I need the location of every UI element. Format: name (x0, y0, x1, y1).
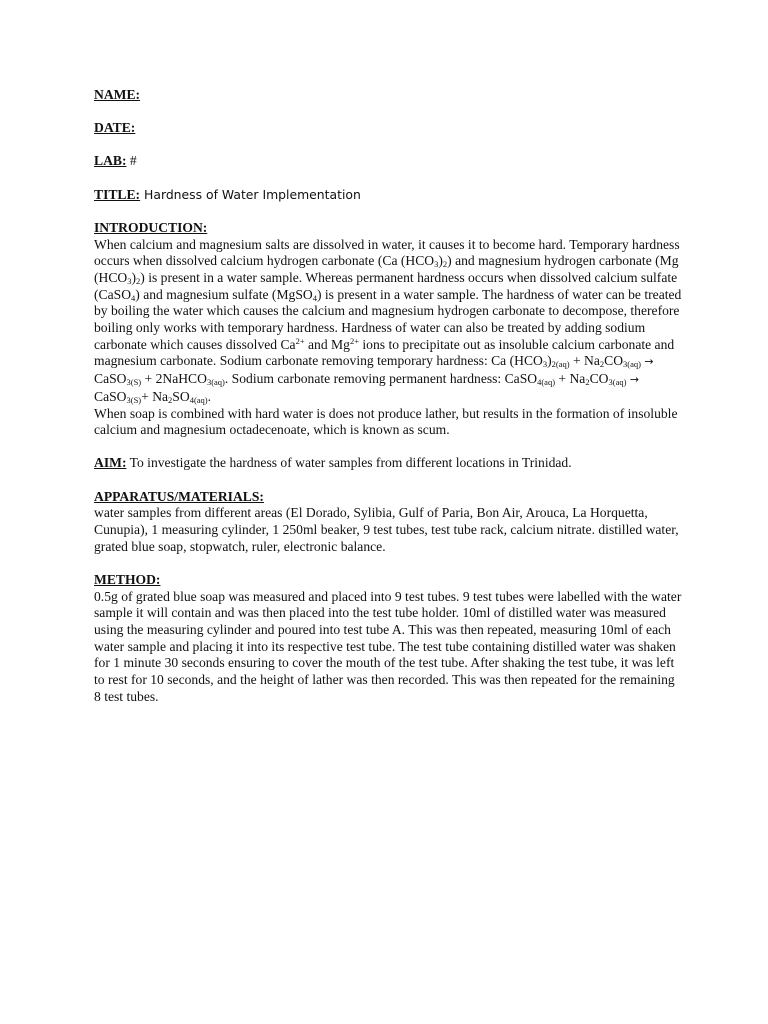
method-text: 0.5g of grated blue soap was measured and placed into 9 test tubes. 9 test tubes were labelled with the water sample it will contain and was then placed into the test tube holder. 10ml of distilled water was measured using the measuring cylinder and poured into test tube A. This was then repeated, measuring 10ml of each water sample and placing it into its respective test tube. The test tube containing distilled water was shaken for 1 minute 30 seconds ensuring to cover the mouth of the test tube. After shaking the test tube, it was left to rest for 10 seconds, and the height of lather was then recorded. This was then repeated for the remaining 8 test tubes. (94, 588, 682, 704)
apparatus-section (94, 489, 684, 556)
lab-number: # (126, 153, 137, 169)
method-section (94, 572, 684, 706)
aim-section (94, 455, 684, 472)
title-field (94, 187, 684, 204)
reaction-arrow-icon: → (644, 355, 654, 369)
aim-text: To investigate the hardness of water samples from different locations in Trinidad. (126, 455, 572, 471)
date-field (94, 120, 684, 137)
title-value: Hardness of Water Implementation (140, 186, 361, 202)
name-label: NAME: (94, 87, 141, 102)
aim-heading: AIM: (94, 455, 127, 471)
reaction-arrow-icon: → (629, 373, 640, 387)
lab-report (94, 87, 684, 706)
introduction-paragraph-scum: When soap is combined with hard water is does not produce lather, but results in the formation of insoluble calcium and magnesium octadecenoate, which is known as scum. (94, 405, 678, 438)
method-heading: METHOD: (94, 571, 161, 587)
date-label: DATE: (94, 120, 136, 136)
introduction-heading: INTRODUCTION: (94, 219, 208, 235)
name-field (94, 87, 684, 104)
title-label: TITLE: (94, 186, 141, 202)
lab-field (94, 153, 684, 170)
apparatus-text: water samples from different areas (El Dorado, Sylibia, Gulf of Paria, Bon Air, Arouca, La Horquetta, Cunupia), 1 measuring cylinder, 1 250ml beaker, 9 test tubes, test tube rack, calcium nitrate. distilled water, grated blue soap, stopwatch, ruler, electronic balance. (94, 505, 679, 554)
introduction-section (94, 220, 684, 439)
introduction-paragraph: When calcium and magnesium salts are dissolved in water, it causes it to become hard. Temporary hardness occurs when dissolved calcium hydrogen carbonate (Ca $(HCO_3)_2$) and magnesium hydrogen carbonate (Mg $(HCO_3)_2$) is present in a water sample. Whereas permanent hardness occurs when dissolved calcium sulfate (CaSO$_4$) and magnesium sulfate (MgSO$_4$) is present in a water sample. The hardness of water can be treated by boiling the water which causes the calcium and magnesium hydrogen carbonate to decompose, therefore boiling only works with temporary hardness. Hardness of water can also be treated by adding sodium carbonate which causes dissolved $Ca^{2+}$ and $Mg^{2+}$ ions to precipitate out as insoluble calcium carbonate and magnesium carbonate. Sodium carbonate removing temporary hardness: Ca $(HCO_3)_{2(aq)} + Na_2CO_{3(aq)}$ → CaSO$_{3(S)}$ + 2NaHCO$_{3(aq)}$. Sodium carbonate removing permanent hardness: CaSO$_{4(aq)}$ + $Na_2CO_{3(aq)}$ → CaSO$_{3(S)}$+ $Na_2SO_{4(aq)}$. (94, 236, 682, 405)
lab-label: LAB: (94, 153, 127, 169)
apparatus-heading: APPARATUS/MATERIALS: (94, 488, 264, 504)
